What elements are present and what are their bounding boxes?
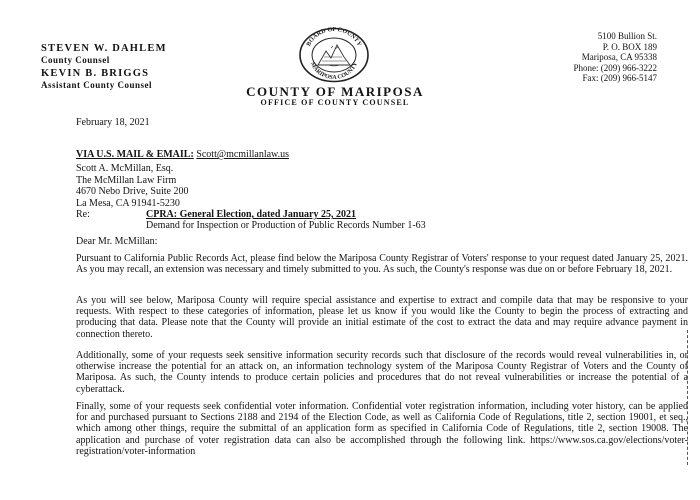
delivery-line xyxy=(76,149,289,161)
delivery-method: VIA U.S. MAIL & EMAIL: xyxy=(76,149,194,160)
seal-top-text: BOARD OF COUNTY xyxy=(305,27,363,48)
county-title: COUNTY OF MARIPOSA xyxy=(246,84,424,99)
svg-text:BOARD OF COUNTY xyxy=(305,27,363,48)
recipient-address xyxy=(76,163,189,209)
recipient-city: La Mesa, CA 91941-5230 xyxy=(76,197,180,209)
scan-margin-mark xyxy=(687,330,689,465)
re-subject: CPRA: General Election, dated January 25, 2021 xyxy=(146,209,356,220)
address-fax: Fax: (209) 966-5147 xyxy=(582,73,657,83)
county-counsel-title: County Counsel xyxy=(41,55,110,65)
salutation: Dear Mr. McMillan: xyxy=(76,236,158,247)
county-seal-icon xyxy=(298,27,370,83)
body-paragraph: Pursuant to California Public Records Act, please find below the Mariposa County Registrar of Voters' response to your request dated January 25, 2021. As you may recall, an extension was necessary and timely submitted to you. As such, the County's response was due on or before February 18, 2021. xyxy=(76,253,688,276)
re-demand: Demand for Inspection or Production of Public Records Number 1-63 xyxy=(146,220,426,231)
letter-date: February 18, 2021 xyxy=(76,117,150,128)
recipient-name: Scott A. McMillan, Esq. xyxy=(76,163,174,174)
county-counsel-name: STEVEN W. DAHLEM xyxy=(41,43,167,54)
body-paragraph: As you will see below, Mariposa County will require special assistance and expertise to extract and compile data that may be responsive to your requests. With respect to these categories of information, please let us know if you would like the County to begin the process of extracting and producing that data. Please note that the County will provide an initial estimate of the cost to extract the data and may require advance payment in connection thereto. xyxy=(76,295,688,340)
office-subtitle: OFFICE OF COUNTY COUNSEL xyxy=(260,98,410,107)
seal-bottom-text: MARIPOSA COUNTY xyxy=(308,61,360,82)
address-phone: Phone: (209) 966-3222 xyxy=(573,62,657,73)
body-paragraph: Additionally, some of your requests seek sensitive information security records such that disclosure of the records would reveal vulnerabilities in, or otherwise increase the potential for an attack on, an information technology system of the Mariposa County Registrar of Voters and the County of Mariposa. As such, the County intends to produce certain policies and procedures that do not reveal vulnerabilities or increase the potential of a cyberattack. xyxy=(76,350,688,395)
address-po-box: P. O. BOX 189 xyxy=(602,41,657,52)
re-label: Re: xyxy=(76,209,90,220)
recipient-email-link[interactable]: Scott@mcmillanlaw.us xyxy=(196,149,290,160)
address-street: 5100 Bullion St. xyxy=(597,31,657,41)
office-address xyxy=(540,31,657,84)
address-city: Mariposa, CA 95338 xyxy=(581,52,657,62)
recipient-firm: The McMillan Law Firm xyxy=(76,174,177,186)
recipient-street: 4670 Nebo Drive, Suite 200 xyxy=(76,186,189,197)
assistant-counsel-name: KEVIN B. BRIGGS xyxy=(41,68,150,79)
body-paragraph: Finally, some of your requests seek confidential voter information. Confidential voter registration information, including voter history, can be applied for and purchased pursuant to Sections 2188 and 2194 of the Election Code, as well as California Code of Regulations, title 2, section 19001, et seq., which among other things, require the submittal of an application form as specified in California Code of Regulations, title 2, section 19008. The application and purchase of voter registration data can also be accomplished through the following link. https://www.sos.ca.gov/elections/voter-registration/voter-information xyxy=(76,401,688,457)
assistant-counsel-title: Assistant County Counsel xyxy=(41,80,153,90)
